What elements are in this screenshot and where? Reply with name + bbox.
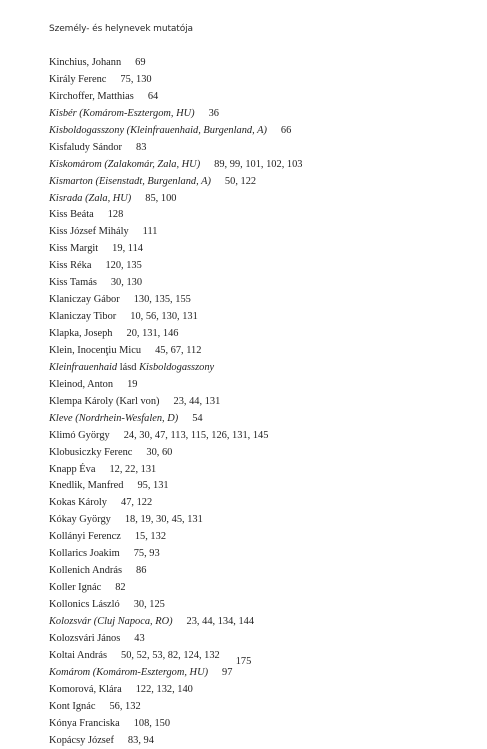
index-entry: [49, 512, 449, 529]
person-name: Kiss Réka: [49, 260, 91, 271]
index-entry: [49, 495, 449, 512]
page-references: 43: [134, 633, 144, 644]
index-entry: [49, 55, 449, 72]
page-references: 75, 93: [134, 548, 160, 559]
index-entry: [49, 207, 449, 224]
index-entry: [49, 309, 449, 326]
index-entry: [49, 665, 449, 682]
index-entry: [49, 360, 449, 377]
person-name: Kopácsy József: [49, 735, 114, 746]
page-references: 122, 132, 140: [136, 684, 193, 695]
place-name: Kisboldogasszony (Kleinfrauenhaid, Burgenland, A): [49, 125, 267, 136]
index-entry: [49, 546, 449, 563]
index-entry: [49, 478, 449, 495]
person-name: Kinchius, Johann: [49, 57, 121, 68]
index-entry: [49, 157, 449, 174]
page-references: 30, 130: [111, 277, 142, 288]
page-references: 20, 131, 146: [127, 328, 179, 339]
index-entry: [49, 394, 449, 411]
place-name: Kismarton (Eisenstadt, Burgenland, A): [49, 176, 211, 187]
index-entry: [49, 699, 449, 716]
page-references: 50, 52, 53, 82, 124, 132: [121, 650, 220, 661]
page-references: 128: [108, 209, 124, 220]
page-references: 64: [148, 91, 158, 102]
place-name: Kleve (Nordrhein-Wesfalen, D): [49, 413, 178, 424]
index-entry: [49, 631, 449, 648]
page-references: 47, 122: [121, 497, 152, 508]
page-references: 86: [136, 565, 146, 576]
person-name: Klaniczay Tibor: [49, 311, 116, 322]
index-entry: [49, 428, 449, 445]
person-name: Kisfaludy Sándor: [49, 142, 122, 153]
page-references: 24, 30, 47, 113, 115, 126, 131, 145: [124, 430, 269, 441]
page-references: 130, 135, 155: [134, 294, 191, 305]
index-entry: [49, 292, 449, 309]
page-references: 66: [281, 125, 291, 136]
index-entry: [49, 377, 449, 394]
person-name: Kókay György: [49, 514, 111, 525]
index-entry: [49, 72, 449, 89]
page-references: 45, 67, 112: [155, 345, 201, 356]
person-name: Kollenich András: [49, 565, 122, 576]
page-references: 69: [135, 57, 145, 68]
person-name: Klein, Inocenţiu Micu: [49, 345, 141, 356]
page-references: 50, 122: [225, 176, 256, 187]
index-entry: [49, 275, 449, 292]
page-references: 83, 94: [128, 735, 154, 746]
index-entry: [49, 89, 449, 106]
index-entry: [49, 241, 449, 258]
index-entry: [49, 123, 449, 140]
index-entry: [49, 733, 449, 749]
person-name: Kollányi Ferencz: [49, 531, 121, 542]
index-entry: [49, 106, 449, 123]
place-name: Kleinfrauenhaid: [49, 362, 117, 373]
index-entry: [49, 462, 449, 479]
page-references: 23, 44, 134, 144: [187, 616, 255, 627]
index-entry: [49, 529, 449, 546]
index-entry: [49, 224, 449, 241]
index-entry: [49, 597, 449, 614]
page-references: 30, 60: [146, 447, 172, 458]
index-entry: [49, 614, 449, 631]
person-name: Kokas Károly: [49, 497, 107, 508]
place-name: Kiskomárom (Zalakomár, Zala, HU): [49, 159, 200, 170]
person-name: Kleinod, Anton: [49, 379, 113, 390]
page-references: 23, 44, 131: [174, 396, 221, 407]
page-references: 120, 135: [105, 260, 141, 271]
index-entry: [49, 682, 449, 699]
person-name: Klaniczay Gábor: [49, 294, 120, 305]
person-name: Kollarics Joakim: [49, 548, 120, 559]
page-references: 108, 150: [134, 718, 170, 729]
place-name: Kisrada (Zala, HU): [49, 193, 131, 204]
person-name: Kont Ignác: [49, 701, 95, 712]
person-name: Kiss József Mihály: [49, 226, 129, 237]
index-entry: [49, 563, 449, 580]
index-entry: [49, 343, 449, 360]
page-references: 12, 22, 131: [109, 464, 156, 475]
page-references: 36: [209, 108, 219, 119]
page-references: 19: [127, 379, 137, 390]
index-entry: [49, 258, 449, 275]
person-name: Kiss Tamás: [49, 277, 97, 288]
index-entry: [49, 445, 449, 462]
person-name: Klempa Károly (Karl von): [49, 396, 160, 407]
person-name: Kiss Beáta: [49, 209, 94, 220]
person-name: Király Ferenc: [49, 74, 106, 85]
person-name: Komorová, Klára: [49, 684, 122, 695]
page-references: 10, 56, 130, 131: [130, 311, 198, 322]
see-reference-target: Kisboldogasszony: [139, 362, 214, 373]
person-name: Klapka, Joseph: [49, 328, 113, 339]
page-references: 82: [115, 582, 125, 593]
person-name: Kirchoffer, Matthias: [49, 91, 134, 102]
person-name: Kónya Franciska: [49, 718, 120, 729]
page-references: 97: [222, 667, 232, 678]
page-references: 89, 99, 101, 102, 103: [214, 159, 302, 170]
person-name: Koltai András: [49, 650, 107, 661]
person-name: Kollonics László: [49, 599, 120, 610]
person-name: Koller Ignác: [49, 582, 101, 593]
person-name: Kolozsvári János: [49, 633, 120, 644]
page-references: 30, 125: [134, 599, 165, 610]
page-references: 85, 100: [145, 193, 176, 204]
index-entry: [49, 716, 449, 733]
index-list: [49, 55, 449, 749]
page-references: 15, 132: [135, 531, 166, 542]
index-entry: [49, 580, 449, 597]
page-references: 111: [143, 226, 158, 237]
page-references: 56, 132: [109, 701, 140, 712]
index-entry: [49, 140, 449, 157]
page-references: 83: [136, 142, 146, 153]
person-name: Knapp Éva: [49, 464, 95, 475]
page-references: 54: [192, 413, 202, 424]
person-name: Klobusiczky Ferenc: [49, 447, 132, 458]
index-entry: [49, 326, 449, 343]
person-name: Klimó György: [49, 430, 110, 441]
see-reference-word: lásd: [120, 362, 137, 373]
index-entry: [49, 411, 449, 428]
place-name: Kolozsvár (Cluj Napoca, RO): [49, 616, 173, 627]
index-entry: [49, 191, 449, 208]
person-name: Kiss Margit: [49, 243, 98, 254]
page-references: 75, 130: [120, 74, 151, 85]
index-entry: [49, 174, 449, 191]
page-references: 18, 19, 30, 45, 131: [125, 514, 203, 525]
page-references: 95, 131: [137, 480, 168, 491]
page-references: 19, 114: [112, 243, 143, 254]
running-header: Személy- és helynevek mutatója: [49, 24, 193, 34]
place-name: Komárom (Komárom-Esztergom, HU): [49, 667, 208, 678]
page-number: 175: [0, 656, 487, 667]
place-name: Kisbér (Komárom-Esztergom, HU): [49, 108, 195, 119]
person-name: Knedlik, Manfred: [49, 480, 123, 491]
